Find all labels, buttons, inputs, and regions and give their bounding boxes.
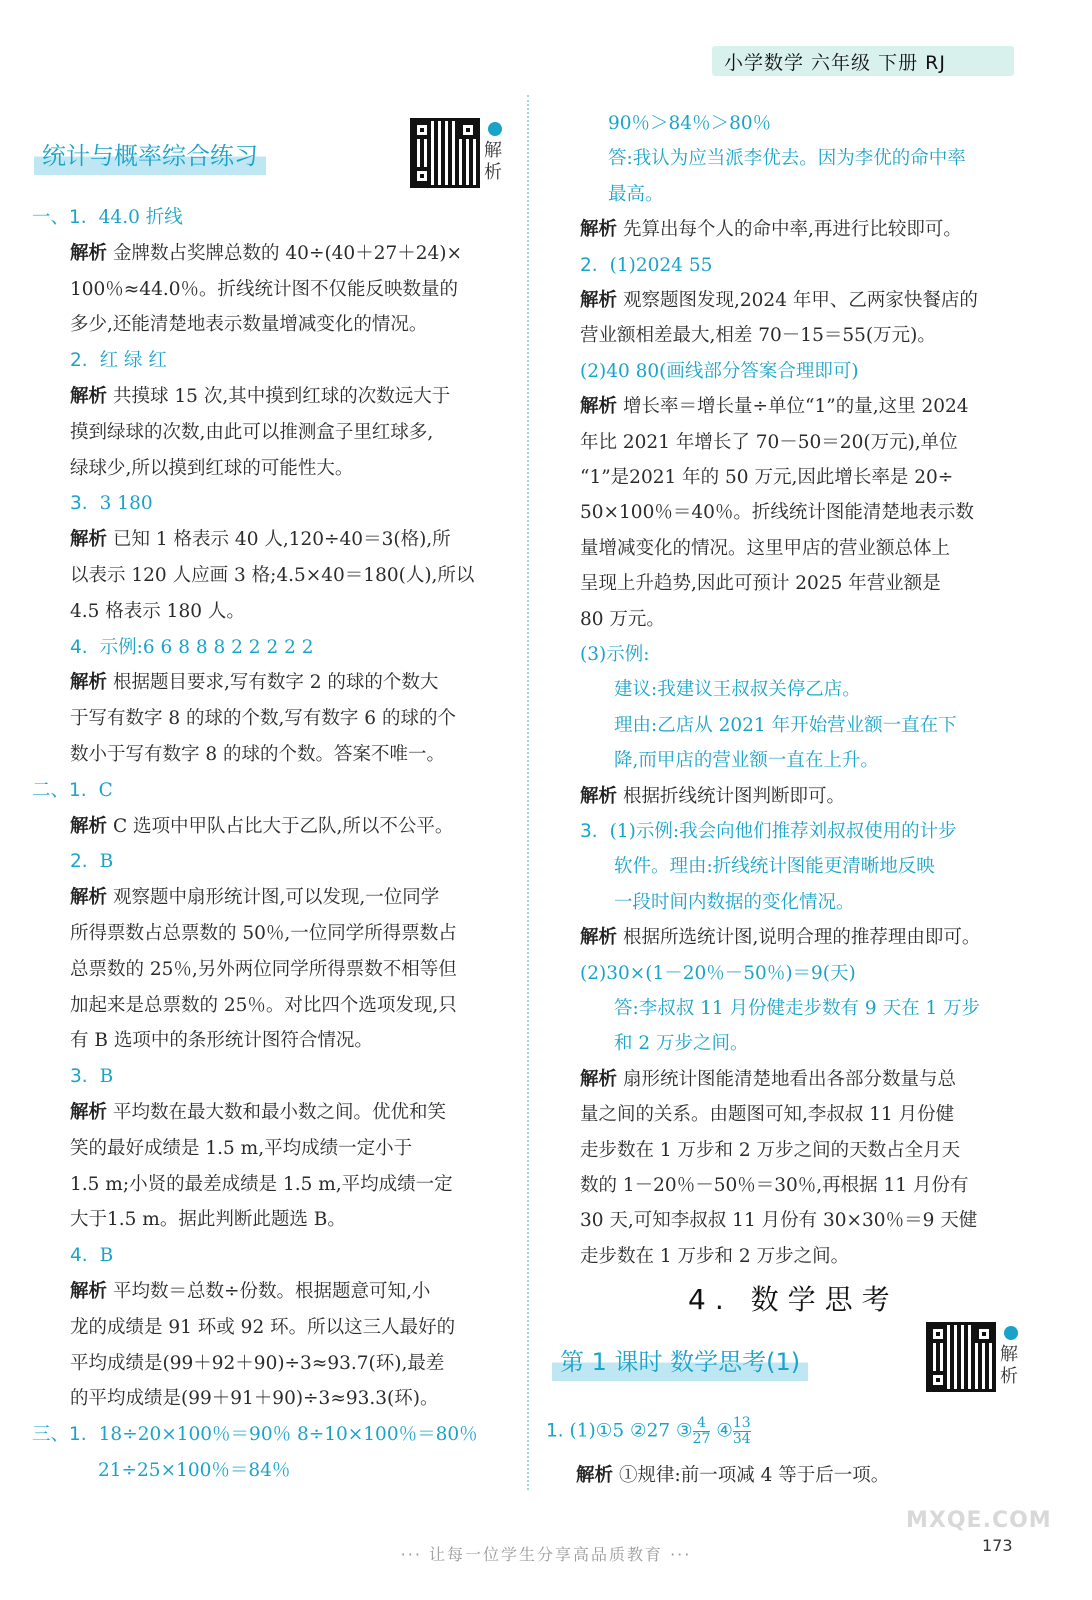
answer-text: 最高。 [608,183,664,205]
body-text: 金牌数占奖牌总数的 40÷(40＋27＋24)× [113,242,462,264]
text-line [580,1245,849,1269]
question-number: 4. [70,636,88,658]
text-line [32,206,183,230]
text-line [580,608,665,632]
text-line [580,1068,956,1092]
text-line [32,779,113,803]
body-text: 4.5 格表示 180 人。 [70,600,245,622]
page-number: 173 [982,1536,1013,1555]
answer-text: 红 绿 红 [99,350,167,372]
fraction: $\frac{13}{34}$ [732,1415,751,1447]
body-text: 100％≈44.0％。折线统计图不仅能反映数量的 [70,278,459,300]
answer-text: (1)示例:我会向他们推荐刘叔叔使用的计步 [609,821,957,842]
text-line [608,147,966,171]
answer-text: 44.0 折线 [98,207,183,228]
answer-text: 答:我认为应当派李优去。因为李优的命中率 [608,148,966,170]
question-number: 3. [580,821,598,842]
body-text: 平均数＝总数÷份数。根据题意可知,小 [113,1281,431,1302]
text-line [70,349,167,373]
answer-text: 建议:我建议王叔叔关停乙店。 [614,679,861,701]
body-text: 观察题图发现,2024 年甲、乙两家快餐店的 [623,290,978,311]
play-icon [488,122,502,136]
body-text: 已知 1 格表示 40 人,120÷40＝3(格),所 [113,529,451,551]
question-number: 1. [546,1420,564,1442]
text-line [70,743,445,767]
text-line [608,183,664,207]
explanation-label: 解析 [70,815,108,837]
body-text: 观察题中扇形统计图,可以发现,一位同学 [113,887,440,909]
text-line [70,313,427,337]
body-text: 根据折线统计图判断即可。 [623,785,846,807]
body-text: 量增减变化的情况。这里甲店的营业额总体上 [580,537,951,559]
explanation-label: 解析 [576,1465,614,1486]
body-text: 呈现上升趋势,因此可预计 2025 年营业额是 [580,573,941,595]
body-text: 大于1.5 m。据此判断此题选 B。 [70,1209,346,1231]
qr-label: 解析 [484,140,502,183]
answer-text: B [99,1066,114,1088]
text-line [70,815,453,839]
explanation-label: 解析 [580,290,618,311]
column-divider [527,95,529,1490]
body-text: “1”是2021 年的 50 万元,因此增长率是 20÷ [580,467,954,488]
explanation-label: 解析 [580,396,618,418]
body-text: 所得票数占总票数的 50％,一位同学所得票数占 [70,923,457,944]
text-line [580,360,859,384]
body-text: 总票数的 25％,另外两位同学所得票数不相等但 [70,958,457,980]
answer-text: (2)30×(1－20％－50％)＝9(天) [580,962,856,984]
text-line [580,395,969,419]
question-number: 2. [70,350,88,372]
answer-text: 3 180 [99,493,153,515]
question-number: 3. [70,493,88,515]
body-text: 走步数在 1 万步和 2 万步之间的天数占全月天 [580,1139,961,1161]
answer-text: B [99,1245,114,1267]
body-text: 80 万元。 [580,608,665,630]
text-line [70,1208,346,1232]
question-number: 2. [70,851,88,873]
text-line [580,1174,968,1198]
explanation-label: 解析 [70,887,108,909]
text-line [580,1209,977,1233]
explanation-label: 解析 [580,219,618,241]
text-line [580,962,856,986]
text-line [70,1244,113,1268]
answer-text: 90％＞84％＞80％ [608,113,772,134]
text-line [98,1459,290,1483]
section-title: 统计与概率综合练习 [34,134,266,175]
answer-text: 降,而甲店的营业额一直在上升。 [614,750,879,772]
text-line [608,112,771,136]
question-number: 一、1. [32,207,87,228]
body-text: 多少,还能清楚地表示数量增减变化的情况。 [70,314,428,336]
question-number: 2. [580,254,598,276]
text-line [70,242,462,266]
text-line [614,855,935,879]
question-number: 4. [70,1245,88,1267]
body-text: 走步数在 1 万步和 2 万步之间。 [580,1245,850,1267]
body-text: 先算出每个人的命中率,再进行比较即可。 [623,219,962,241]
answer-text: 答:李叔叔 11 月份健走步数有 9 天在 1 万步 [614,998,981,1019]
fraction: $\frac{4}{27}$ [692,1415,711,1447]
text-line [70,1316,455,1340]
text-line [580,785,845,809]
explanation-label: 解析 [580,927,618,949]
body-text: 的平均成绩是(99＋91＋90)÷3≈93.3(环)。 [70,1388,439,1410]
answer-text: (2)40 80(画线部分答案合理即可) [580,360,859,382]
explanation-label: 解析 [70,1281,108,1302]
text-line [580,820,957,844]
body-text: 50×100％＝40％。折线统计图能清楚地表示数 [580,502,974,524]
body-text: 龙的成绩是 91 环或 92 环。所以这三人最好的 [70,1316,456,1338]
chapter-title: 4. 数学思考 [688,1283,899,1316]
explanation-label: 解析 [70,1102,108,1123]
body-text: 1.5 m;小贤的最差成绩是 1.5 m,平均成绩一定 [70,1173,453,1195]
text-line [70,1065,113,1089]
answer-text: C [98,779,113,801]
answer-text: 21÷25×100％＝84％ [98,1460,291,1481]
text-line [70,564,474,588]
text-line [580,926,980,950]
body-text: 数小于写有数字 8 的球的个数。答案不唯一。 [70,744,446,765]
answer-text: 18÷20×100％＝90％ 8÷10×100％＝80％ [98,1424,478,1446]
text-line [70,671,438,695]
explanation-label: 解析 [70,672,108,694]
qr-code-icon[interactable] [410,118,480,188]
text-line [580,501,974,525]
text-line [614,891,855,915]
explanation-label: 解析 [70,386,108,407]
lesson-title: 第 1 课时 数学思考(1) [552,1340,808,1381]
body-text: 根据所选统计图,说明合理的推荐理由即可。 [623,927,981,949]
text-line [614,1032,749,1056]
text-line [580,1103,954,1127]
text-line [70,385,450,409]
answer-text: 示例:6 6 8 8 8 2 2 2 2 2 [99,636,314,658]
body-text: 以表示 120 人应画 3 格;4.5×40＝180(人),所以 [70,565,475,586]
question-number: 三、1. [32,1424,87,1446]
text-line [70,421,433,445]
text-line [580,466,953,490]
body-text: 根据题目要求,写有数字 2 的球的个数大 [113,672,439,694]
body-text: C 选项中甲队占比大于乙队,所以不公平。 [113,815,454,837]
body-text: 平均成绩是(99＋92＋90)÷3≈93.7(环),最差 [70,1352,445,1374]
text-line [70,1387,438,1411]
text-line [70,1101,446,1125]
answer-text: (1)①5 ②27 ③ [569,1420,693,1442]
text-line [70,457,353,481]
explanation-label: 解析 [580,785,618,807]
answer-text: 和 2 万步之间。 [614,1033,749,1055]
text-line [614,749,879,773]
text-line [614,714,957,738]
text-line [580,572,941,596]
answer-text: 一段时间内数据的变化情况。 [614,891,855,913]
explanation-label: 解析 [70,529,108,551]
text-line [70,707,456,731]
body-text: 绿球少,所以摸到红球的可能性大。 [70,457,354,479]
text-line [580,1139,960,1163]
text-line [70,636,314,660]
text-line [580,643,649,667]
text-line [70,850,113,874]
body-text: 年比 2021 年增长了 70－50＝20(万元),单位 [580,431,958,453]
body-text: 平均数在最大数和最小数之间。优优和笑 [113,1102,447,1123]
text-line [580,218,962,242]
text-line [614,678,861,702]
answer-text: (1)2024 55 [609,254,713,276]
text-line [70,1352,444,1376]
text-line [70,278,458,302]
explanation-text: ①规律:前一项减 4 等于后一项。 [619,1465,890,1486]
text-line [70,600,245,624]
text-line [580,324,936,348]
footer-slogan: ··· 让每一位学生分享高品质教育 ··· [400,1545,692,1564]
body-text: 扇形统计图能清楚地看出各部分数量与总 [623,1068,957,1090]
body-text: 数的 1－20％－50％＝30％,再根据 11 月份有 [580,1175,969,1196]
text-line [70,1137,412,1161]
text-line [70,1029,373,1053]
text-line [70,922,457,946]
play-icon [1004,1326,1018,1340]
body-text: 增长率＝增长量÷单位“1”的量,这里 2024 [623,396,969,418]
explanation-line [576,1464,889,1488]
text-line [70,1173,453,1197]
text-line [70,528,451,552]
body-text: 营业额相差最大,相差 70－15＝55(万元)。 [580,325,936,347]
text-line [70,994,457,1018]
header-title: 小学数学 六年级 下册 RJ [724,52,946,74]
answer-text: B [99,851,114,873]
body-text: 量之间的关系。由题图可知,李叔叔 11 月份健 [580,1104,955,1126]
explanation-label: 解析 [70,242,108,264]
answer-text: (3)示例: [580,644,650,665]
text-line [614,997,980,1021]
lesson-question-1 [546,1416,751,1447]
answer-text: 理由:乙店从 2021 年开始营业额一直在下 [614,714,957,736]
text-line [70,958,457,982]
body-text: 30 天,可知李叔叔 11 月份有 30×30％＝9 天健 [580,1210,978,1232]
text-line [580,254,712,278]
body-text: 加起来是总票数的 25％。对比四个选项发现,只 [70,994,457,1016]
watermark: MXQE.COM [906,1508,1052,1533]
answer-text: 软件。理由:折线统计图能更清晰地反映 [614,856,935,878]
answer-text: ④ [710,1420,733,1442]
body-text: 笑的最好成绩是 1.5 m,平均成绩一定小于 [70,1137,413,1159]
text-line [70,886,439,910]
qr-code-icon[interactable] [926,1322,996,1392]
body-text: 于写有数字 8 的球的个数,写有数字 6 的球的个 [70,708,456,730]
text-line [32,1423,478,1447]
text-line [70,1280,430,1304]
qr-label: 解析 [1000,1344,1018,1387]
text-line [580,289,978,313]
question-number: 二、1. [32,779,87,801]
body-text: 共摸球 15 次,其中摸到红球的次数远大于 [113,386,451,407]
text-line [580,431,958,455]
text-line [70,492,153,516]
body-text: 摸到绿球的次数,由此可以推测盒子里红球多, [70,421,434,443]
explanation-label: 解析 [580,1068,618,1090]
body-text: 有 B 选项中的条形统计图符合情况。 [70,1030,373,1052]
question-number: 3. [70,1066,88,1088]
text-line [580,537,950,561]
